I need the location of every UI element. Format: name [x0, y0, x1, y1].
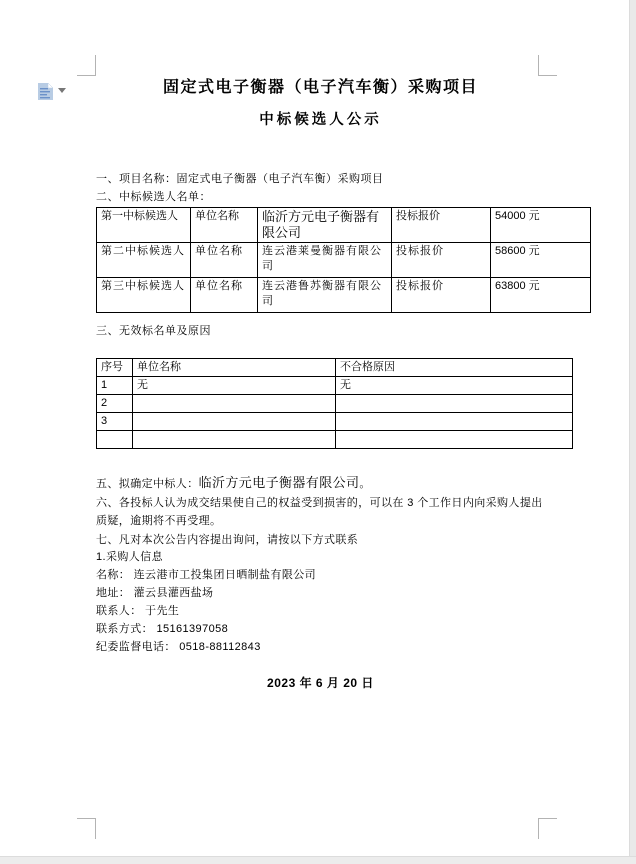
price-value-cell: 63800 元: [491, 278, 591, 313]
candidate-rank-cell: 第二中标候选人: [97, 243, 191, 278]
paste-icon: [37, 82, 54, 101]
company-header-cell: 单位名称: [133, 359, 336, 377]
serial-cell: 1: [97, 377, 133, 395]
reason-cell: [336, 413, 573, 431]
table-row: [97, 413, 573, 431]
reason-cell: [336, 431, 573, 449]
serial-cell: 3: [97, 413, 133, 431]
section-inquiry-notice: 七、凡对本次公告内容提出询问，请按以下方式联系: [96, 533, 359, 546]
price-label-cell: 投标报价: [392, 243, 491, 278]
section-project-name: 一、项目名称：固定式电子衡器（电子汽车衡）采购项目: [96, 173, 384, 185]
company-cell: [133, 413, 336, 431]
invalid-bids-table: [96, 358, 573, 449]
table-row: [97, 243, 591, 278]
table-row: [97, 278, 591, 313]
document-subtitle: 中标候选人公示: [259, 112, 382, 128]
margin-mark-bottom-left: [77, 818, 96, 839]
reason-header-cell: 不合格原因: [336, 359, 573, 377]
price-label-cell: 投标报价: [392, 208, 491, 243]
margin-mark-bottom-right: [538, 818, 557, 839]
reason-cell: [336, 395, 573, 413]
reason-cell: 无: [336, 377, 573, 395]
candidates-table: [96, 207, 591, 313]
company-cell: 无: [133, 377, 336, 395]
contact-heading: 1.采购人信息: [96, 551, 163, 563]
company-name-cell: 连云港莱曼衡器有限公司: [258, 243, 392, 278]
company-cell: [133, 431, 336, 449]
awarded-bidder-prefix: 五、拟确定中标人：: [96, 478, 199, 490]
company-label-cell: 单位名称: [191, 243, 258, 278]
margin-mark-top-left: [77, 55, 96, 76]
candidate-rank-cell: 第一中标候选人: [97, 208, 191, 243]
margin-mark-top-right: [538, 55, 557, 76]
company-name-cell: 临沂方元电子衡器有限公司: [258, 208, 392, 243]
canvas-edge-bottom: [0, 856, 636, 864]
document-title: 固定式电子衡器（电子汽车衡）采购项目: [162, 79, 478, 96]
section-objection-notice: 六、各投标人认为成交结果使自己的权益受到损害的，可以在 3 个工作日内向采购人提出质疑，逾期将不再受理。: [96, 496, 543, 527]
company-name-cell: 连云港鲁苏衡器有限公司: [258, 278, 392, 313]
section-invalid-bids-label: 三、无效标名单及原因: [96, 325, 211, 337]
dropdown-arrow-icon: [58, 88, 66, 93]
table-row: [97, 395, 573, 413]
awarded-bidder-suffix: 。: [359, 478, 371, 490]
serial-cell: [97, 431, 133, 449]
section-awarded-bidder: [96, 474, 545, 494]
price-label-cell: 投标报价: [392, 278, 491, 313]
contact-address: 地址： 灌云县灌西盐场: [96, 587, 214, 599]
serial-cell: 2: [97, 395, 133, 413]
sections-five-to-seven: [96, 474, 545, 549]
table-row: [97, 377, 573, 395]
announcement-date: 2023 年 6 月 20 日: [267, 676, 374, 690]
canvas-edge-right: [629, 0, 636, 864]
contact-supervision-phone: 纪委监督电话： 0518-88112843: [96, 641, 261, 653]
awarded-bidder-company: 临沂方元电子衡器有限公司: [198, 475, 360, 490]
price-value-cell: 54000 元: [491, 208, 591, 243]
purchaser-contact-info: [96, 548, 545, 656]
table-row: [97, 208, 591, 243]
serial-header-cell: 序号: [97, 359, 133, 377]
company-label-cell: 单位名称: [191, 278, 258, 313]
candidate-rank-cell: 第三中标候选人: [97, 278, 191, 313]
paste-options-button[interactable]: [35, 80, 69, 104]
price-value-cell: 58600 元: [491, 243, 591, 278]
table-row: [97, 431, 573, 449]
contact-person: 联系人： 于先生: [96, 605, 180, 617]
company-cell: [133, 395, 336, 413]
table-header-row: [97, 359, 573, 377]
section-candidate-list-label: 二、中标候选人名单：: [96, 191, 211, 203]
contact-phone: 联系方式： 15161397058: [96, 623, 229, 635]
company-label-cell: 单位名称: [191, 208, 258, 243]
contact-name: 名称： 连云港市工投集团日晒制盐有限公司: [96, 569, 317, 581]
